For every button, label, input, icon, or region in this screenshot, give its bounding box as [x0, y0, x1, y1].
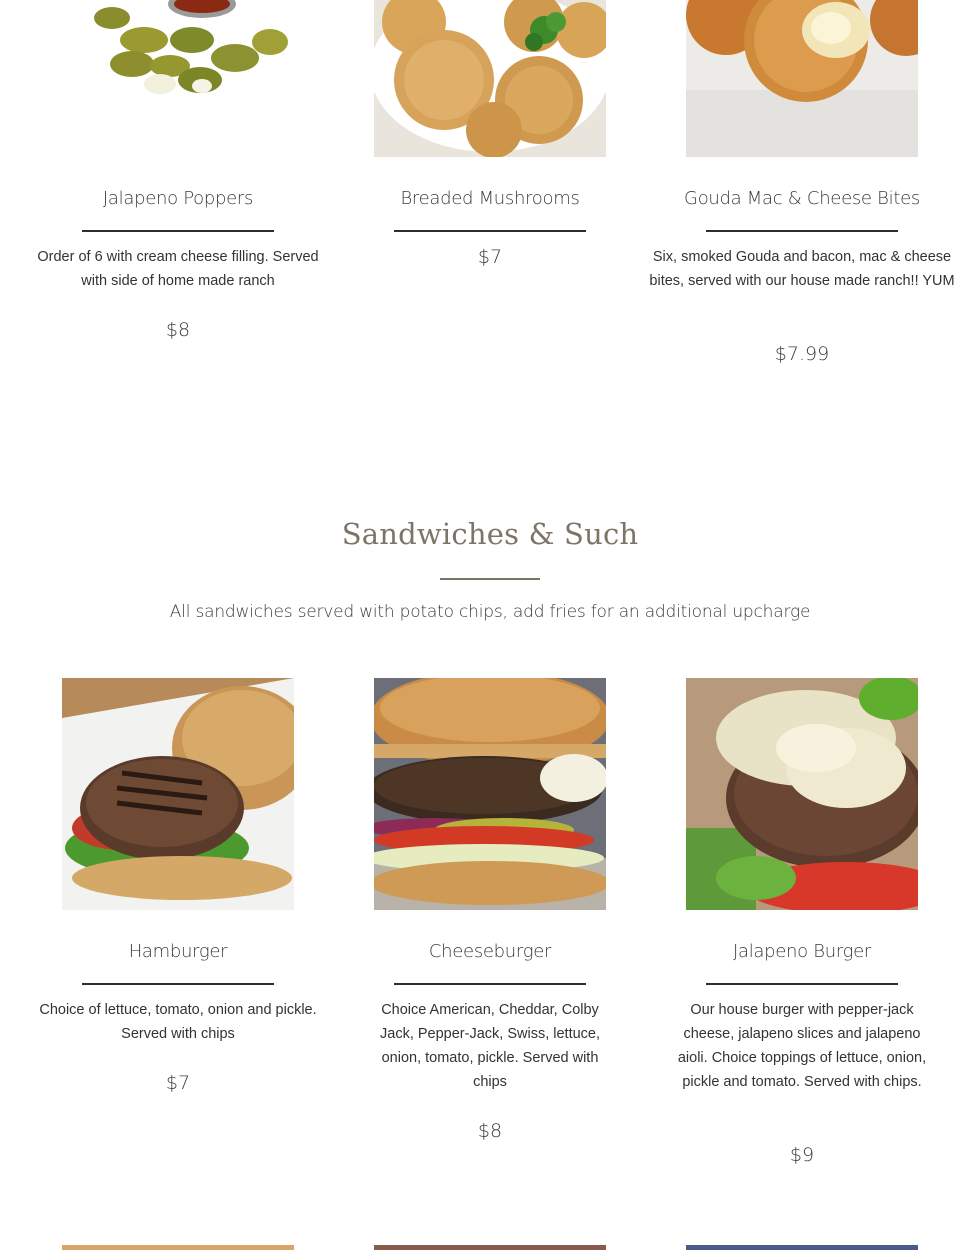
item-description: Six, smoked Gouda and bacon, mac & cheese bites, served with our house made ranch!! YUM — [649, 249, 955, 289]
item-divider — [82, 230, 274, 232]
item-divider — [82, 983, 274, 985]
item-description: Order of 6 with cream cheese filling. Served with side of home made ranch — [37, 249, 319, 289]
next-item-photo — [374, 1245, 606, 1250]
item-name: Hamburger — [128, 941, 228, 962]
section-subtitle: All sandwiches served with potato chips, add fries for an additional upcharge — [169, 602, 811, 622]
item-price: $8 — [477, 1120, 503, 1142]
item-name: Jalapeno Burger — [732, 941, 872, 962]
item-divider — [706, 983, 898, 985]
item-description: Our house burger with pepper-jack cheese, jalapeno slices and jalapeno aioli. Choice toppings of lettuce, onion, pickle and tomato. Served with chips. — [677, 1002, 927, 1090]
hamburger-photo — [62, 678, 294, 910]
item-description: Choice American, Cheddar, Colby Jack, Pepper-Jack, Swiss, lettuce, onion, tomato, pickle. Served with chips — [380, 1002, 600, 1090]
item-price: $7 — [165, 1072, 191, 1094]
jalapeno-burger-photo — [686, 678, 918, 910]
item-price: $7.99 — [774, 343, 830, 365]
section-divider — [440, 578, 540, 580]
jalapeno-poppers-photo — [62, 0, 294, 110]
item-divider — [394, 230, 586, 232]
item-price: $7 — [477, 246, 503, 268]
next-item-photo — [62, 1245, 294, 1250]
item-name: Breaded Mushrooms — [400, 188, 580, 209]
cheeseburger-photo — [374, 678, 606, 910]
breaded-mushrooms-photo — [374, 0, 606, 157]
item-price: $8 — [165, 319, 191, 341]
item-divider — [706, 230, 898, 232]
item-name: Jalapeno Poppers — [102, 188, 254, 209]
item-divider — [394, 983, 586, 985]
item-price: $9 — [789, 1144, 815, 1166]
item-name: Gouda Mac & Cheese Bites — [684, 188, 920, 209]
item-name: Cheeseburger — [428, 941, 552, 962]
section-title: Sandwiches & Such — [341, 517, 639, 551]
next-item-photo — [686, 1245, 918, 1250]
item-description: Choice of lettuce, tomato, onion and pickle. Served with chips — [39, 1002, 317, 1042]
mac-cheese-bites-photo — [686, 0, 918, 157]
